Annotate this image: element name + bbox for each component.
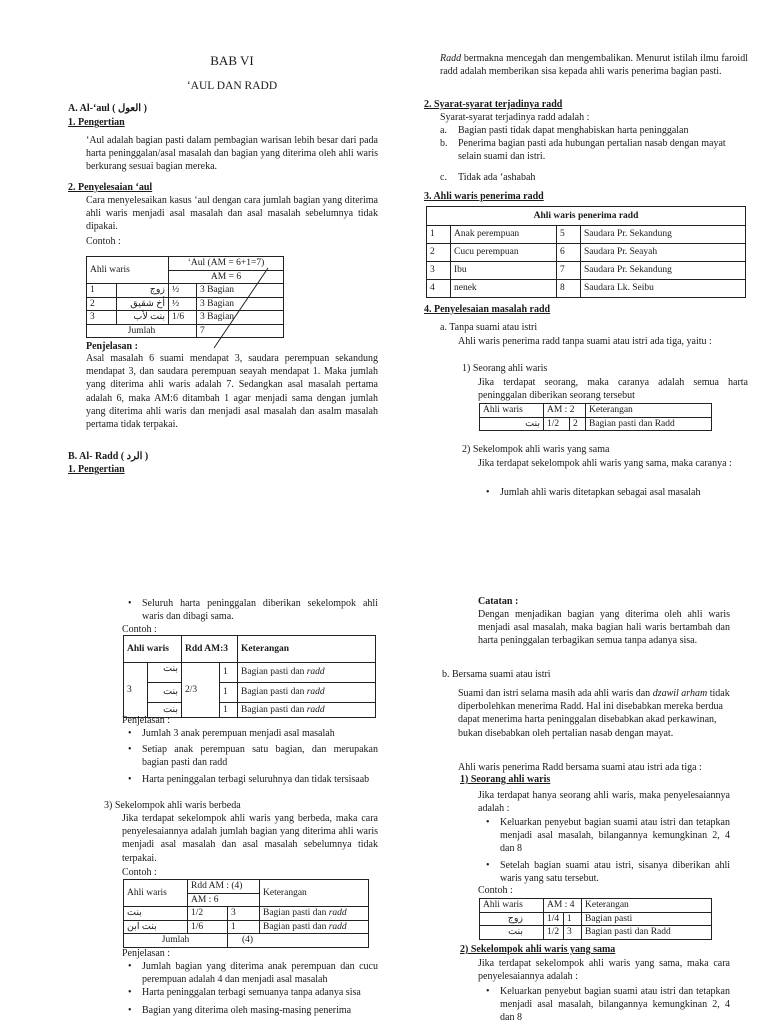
example-label: Contoh : [86,236,121,247]
section-4a-text: Ahli waris penerima radd tanpa suami atau istri ada tiga, yaitu : [458,336,712,347]
list-item: • Jumlah 3 anak perempuan menjadi asal masalah [120,727,378,740]
different-group-table: Ahli waris Rdd AM : (4) Keterangan AM : 6 بنت 1/2 3 Bagian pasti dan radd بنت ابن 1/6 1 Bagian pasti dan radd Jumlah (4) [123,879,369,948]
table-row: بنت 1 Bagian pasti dan radd [124,683,376,703]
chapter-title: BAB VI [210,53,254,68]
table-row: زوج 1/4 1 Bagian pasti [480,912,712,926]
spouse-sub1-text: Jika terdapat hanya seorang ahli waris, maka penyelesaiannya adalah : [478,790,730,815]
aul-solution: Cara menyelesaikan kasus ‘aul dengan cara jumlah bagian yang diterima ahli waris menjadi asal masalah dan asal masalah sebelumnya tidak dipakai. [86,195,378,233]
list-item: • Keluarkan penyebut bagian suami atau istri dan tetapkan menjadi asal masalah, bilangannya kemungkinan 2, 4 dan 8 [478,816,730,856]
table-row: بنت ابن 1/6 1 Bagian pasti dan radd [124,920,369,934]
table-row: بنت 1/2 2 Bagian pasti dan Radd [480,417,712,431]
aul-definition: ‘Aul adalah bagian pasti dalam pembagian warisan lebih besar dari pada harta peninggalan/asal masalah dan bagian yang diterima oleh ahli waris berkurang sesuai bagian mereka. [86,135,378,173]
table-row: بنت 1/2 3 Bagian pasti dan Radd [480,926,712,940]
list-item: • Setelah bagian suami atau istri, sisanya diberikan ahli waris yang satu tersebut. [478,859,730,885]
explanation-label: Penjelasan : [86,341,138,352]
spouse-sub2-heading: 2) Sekelompok ahli waris yang sama [460,944,616,955]
table-row: 4 nenek 8 Saudara Lk. Seibu [427,280,746,298]
list-item: • Bagian yang diterima oleh masing-masing penerima [120,1004,378,1017]
example-label-4: Contoh : [478,885,513,896]
section-2-heading: 2. Syarat-syarat terjadinya radd [424,99,563,110]
explanation-list-2 [120,727,378,786]
section-4-heading: 4. Penyelesaian masalah radd [424,304,551,315]
arrow-line [210,266,270,350]
table-row: 1 Anak perempuan 5 Saudara Pr. Sekandung [427,226,746,244]
subsection-2-list [478,486,748,499]
spouse-sub1-list [478,816,730,885]
subsection-3-text: Jika terdapat sekelompok ahli waris yang berbeda, maka cara penyelesaiannya adalah jumlah bagian yang diterima ahli waris menjadi asal masalah dan asal masalah sebelumnya tidak terpakai. [122,813,378,864]
note-label: Catatan : [478,596,519,607]
section-3-heading: 3. Ahli waris penerima radd [424,191,544,202]
table-row: 3 بنت 2/3 1 Bagian pasti dan radd [124,663,376,683]
explanation-label-2: Penjelasan : [122,715,171,726]
top-left-column [86,52,378,94]
section-b1-heading: 1. Pengertian [68,464,125,475]
table-row: 2 Cucu perempuan 6 Saudara Pr. Seayah [427,244,746,262]
list-item: b. Penerima bagian pasti ada hubungan pertalian nasab dengan mayat selain suami dan istri. [440,138,726,163]
table-row: 3 Ibu 7 Saudara Pr. Sekandung [427,262,746,280]
spouse-sub2-text: Jika terdapat sekelompok ahli waris yang sama, maka cara penyelesaiannya adalah : [478,958,730,983]
subsection-2-heading: 2) Sekelompok ahli waris yang sama [462,444,610,455]
single-heir-table: Ahli waris AM : 2 Keterangan بنت 1/2 2 Bagian pasti dan Radd [479,403,712,431]
subsection-2-text: Jika terdapat sekelompok ahli waris yang sama, maka caranya : [478,458,732,469]
radd-recipients-table [426,206,746,298]
example-label-2: Contoh : [122,624,157,635]
aul-header-ahli: Ahli waris [87,257,169,284]
list-item: a. Bagian pasti tidak dapat menghabiskan harta peninggalan [440,125,689,136]
example-label-3: Contoh : [122,867,157,878]
list-item: • Harta peninggalan terbagi seluruhnya dan tidak tersisaab [120,773,378,786]
bottom-left-intro-list [120,597,378,623]
list-item: c. Tidak ada ‘ashabah [440,171,536,183]
aul-header-aul: ‘Aul (AM = 6+1=7) [169,257,284,271]
section-2-intro: Syarat-syarat terjadinya radd adalah : [440,112,590,123]
explanation-text: Asal masalah 6 suami mendapat 3, saudara perempuan sekandung mendapat 3, dan saudara perempuan seayah mendapat 1. Maka jumlah yang diterima ahli waris adalah 7. Sedangkan asal masalah pertama adalah 6, maka AM:6 ditambah 1 agar menjadi sama dengan jumlah yang diterima ahli waris dan menjadi asal masalah dan asalm masalah pertama tidak terpakai. [86,353,378,430]
table-row: 3 بنت لأب 1/6 3 Bagian [87,311,284,325]
subsection-1-heading: 1) Seorang ahli waris [462,363,548,374]
spouse-sub2-list [478,985,730,1024]
section-b-spouse-heading: b. Bersama suami atau istri [442,669,551,680]
list-item: • Setiap anak perempuan satu bagian, dan merupakan bagian pasti dan radd [120,743,378,769]
list-item: • Keluarkan penyebut bagian suami atau istri dan tetapkan menjadi asal masalah, bilangannya kemungkinan 2, 4 dan 8 [478,985,730,1024]
radd-definition: Radd bermakna mencegah dan mengembalikan. Menurut istilah ilmu faroidl radd adalah memberikan sisa kepada ahli waris penerima bagian pasti. [440,53,748,78]
table-row: بنت 1/2 3 Bagian pasti dan radd [124,907,369,921]
same-group-table: Ahli waris Rdd AM:3 Keterangan 3 بنت 2/3 1 Bagian pasti dan radd بنت 1 Bagian pasti dan radd بنت 1 Bagian pasti dan radd [123,635,376,718]
section-4a-heading: a. Tanpa suami atau istri [440,322,538,333]
chapter-subtitle: ‘AUL DAN RADD [186,80,278,93]
table-row: بنت 1 Bagian pasti dan radd [124,703,376,718]
spouse-single-heir-table: Ahli waris AM : 4 Keterangan زوج 1/4 1 Bagian pasti بنت 1/2 3 Bagian pasti dan Radd [479,898,712,940]
aul-total-value: 7 [197,324,284,338]
subsection-1-text: Jika terdapat seorang, maka caranya adalah semua harta peninggalan diberikan seorang tersebut [478,377,748,402]
aul-header-am: AM = 6 [169,270,284,284]
list-item: • Seluruh harta peninggalan diberikan sekelompok ahli waris dan dibagi sama. [120,597,378,623]
section-b-heading: B. Al- Radd ( الرد ) [68,451,149,462]
explanation-list-3 [120,960,378,1017]
section-a2-heading: 2. Penyelesaian ‘aul [68,182,153,193]
list-item: • Harta peninggalan terbagi semuanya tanpa adanya sisa [120,986,378,999]
section-a1-heading: 1. Pengertian [68,117,125,128]
spouse-sub1-heading: 1) Seorang ahli waris [460,774,551,785]
table-row: 1 زوج ½ 3 Bagian [87,284,284,298]
subsection-3-heading: 3) Sekelompok ahli waris berbeda [104,800,241,811]
list-item: • Jumlah ahli waris ditetapkan sebagai asal masalah [478,486,748,499]
aul-total-label: Jumlah [87,324,197,338]
explanation-label-3: Penjelasan : [122,948,171,959]
table-row: 2 أخ شقيق ½ 3 Bagian [87,297,284,311]
section-b-spouse-text: Suami dan istri selama masih ada ahli waris dan dzawil arham tidak diperbolehkan menerima Radd. Hal ini disebabkan mereka berdua dapat menerima harta peninggalan disebabkan akad perkawinan, bukan disebabkan oleh pertalian nasab dengan mayat. [458,688,730,739]
note-text: Dengan menjadikan bagian yang diterima oleh ahli waris menjadi asal masalah, maka bagian hali waris bertambah dan harta peninggalan terbagikan semua tanpa adanya sisa. [478,609,730,647]
conditions-list [440,124,748,184]
section-b-spouse-summary: Ahli waris penerima Radd bersama suami atau istri ada tiga : [458,762,702,773]
radd-table-header: Ahli waris penerima radd [427,207,746,226]
section-a-heading: A. Al-‘aul ( العول ) [68,103,147,114]
list-item: • Jumlah bagian yang diterima anak perempuan dan cucu perempuan adalah 4 dan menjadi asal masalah [120,960,378,986]
